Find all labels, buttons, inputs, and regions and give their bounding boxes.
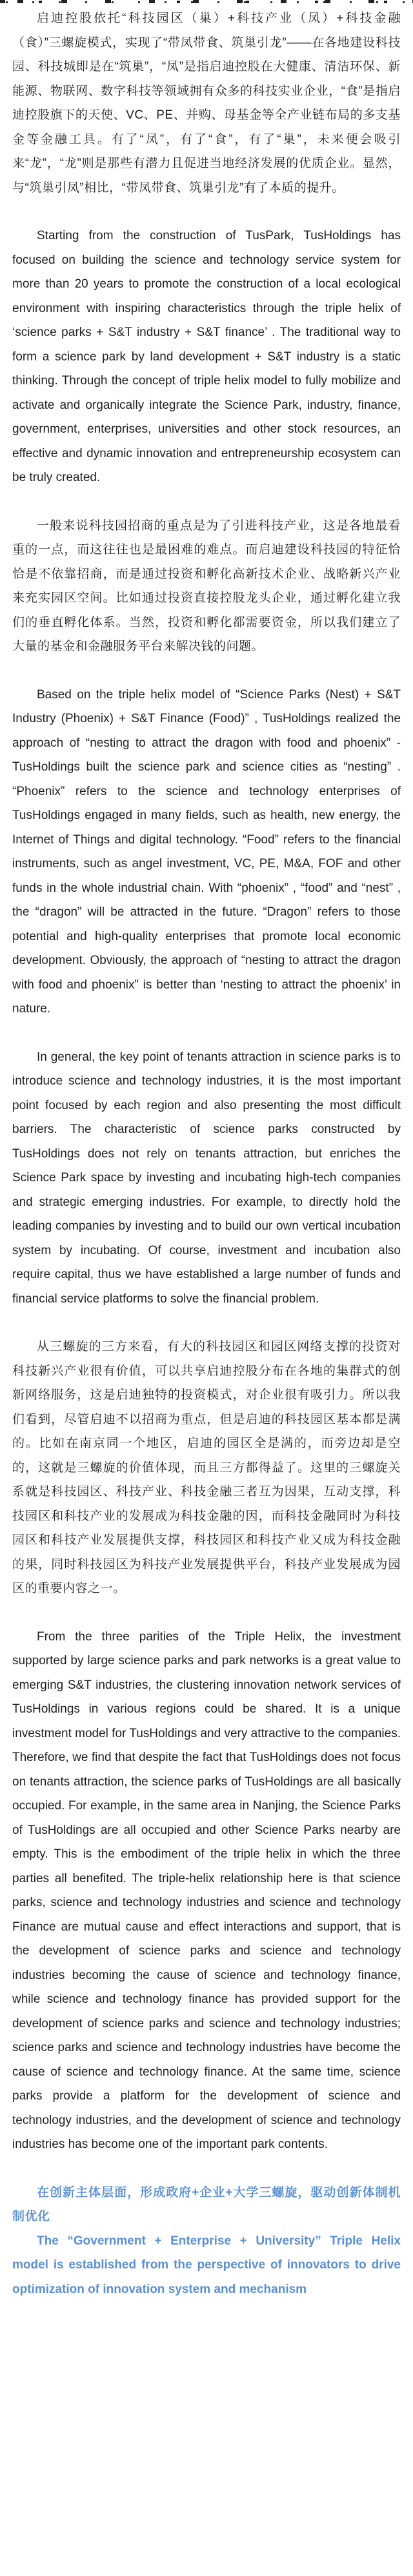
paragraph-zh-three-parties: 从三螺旋的三方来看，有大的科技园区和园区网络支撑的投资对科技新兴产业很有价值，可以共享启迪控股分布在各地的集群式的创新网络服务，这是启迪独特的投资模式，对企业很有吸引力。所以我们看到，尽管启迪不以招商为重点，但是启迪的科技园区基本都是满的。比如在南京同一个地区，启迪的园区全是满的，而旁边却是空的，这就是三螺旋的价值体现，而且三方都得益了。这里的三螺旋关系就是科技园区、科技产业、科技金融三者互为因果，互动支撑，科技园区和科技产业的发展成为科技金融的因，而科技金融同时为科技园区和科技产业发展提供支撑，科技园区和科技产业又成为科技金融的果，同时科技园区为科技产业发展提供平台，科技产业发展成为园区的重要内容之一。 xyxy=(12,1340,401,1595)
paragraph-zh-tenants-attraction: 一般来说科技园招商的重点是为了引进科技产业，这是各地最看重的一点，而这往往也是最困难的难点。而启迪建设科技园的特征恰恰是不依靠招商，而是通过投资和孵化高新技术企业、战略新兴产业来充实园区空间。比如通过投资直接控股龙头企业，通过孵化建立我们的垂直孵化体系。当然，投资和孵化都需要资金，所以我们建立了大量的基金和金融服务平台来解决钱的问题。 xyxy=(12,518,401,653)
paragraph-en-nest-phoenix-food: Based on the triple helix model of “Science Parks (Nest) + S&T Industry (Phoenix) + S&T Finance (Food)” , TusHoldings realized the approach of “nesting to attract the dragon with food and phoenix” -TusHoldings built the science park and science cities as “nesting” . “Phoenix” refers to the science and technology enterprises of TusHoldings engaged in many fields, such as health, new energy, the Internet of Things and digital technology. “Food” refers to the financial instruments, such as angel investment, VC, PE, M&A, FOF and other funds in the whole industrial chain. With “phoenix” , “food” and “nest” , the “dragon” will be attracted in the future. “Dragon” refers to those potential and high-quality enterprises that promote local economic development. Obviously, the approach of “nesting to attract the dragon with food and phoenix” is better than ‘nesting to attract the phoenix’ in nature. xyxy=(12,687,401,1016)
paragraph-en-triple-helix-benefits: From the three parities of the Triple Helix, the investment supported by large science parks and park networks is a great value to emerging S&T industries, the clustering innovation network services of TusHoldings in various regions could be shared. It is a unique investment model for TusHoldings and very attractive to the companies. Therefore, we find that despite the fact that TusHoldings does not focus on tenants attraction, the science parks of TusHoldings are all basically occupied. For example, in the same area in Nanjing, the Science Parks of TusHoldings are all occupied and other Science Parks nearby are empty. This is the embodiment of the triple helix in which the three parties all benefited. The triple-helix relationship here is that science parks, science and technology industries and science and technology Finance are mutual cause and effect interactions and support, that is the development of science parks and science and technology industries becoming the cause of science and technology finance, while science and technology finance has provided support for the development of science parks and science and technology industries; science parks and science and technology industries have become the cause of science and technology finance. At the same time, science parks provide a platform for the development of science and technology industries, and the development of science and technology industries has become one of the important park contents. xyxy=(12,1629,401,2151)
heading-government-enterprise-university: 在创新主体层面，形成政府+企业+大学三螺旋，驱动创新体制机制优化 xyxy=(12,2185,401,2223)
clipped-text-fragment xyxy=(0,0,413,4)
paragraph-zh-triple-helix-model: 启迪控股依托“科技园区（巢）+科技产业（凤）+科技金融（食）”三螺旋模式，实现了“带凤带食、筑巢引龙”——在各地建设科技园、科技城即是在“筑巢”，“凤”是指启迪控股在大健康、清洁环保、新能源、物联网、数字科技等领域拥有众多的科技实业企业，“食”是指启迪控股旗下的天使、VC、PE、并购、母基金等全产业链布局的多支基金等金融工具。有了“凤”，有了“食”，有了“巢”，未来便会吸引来“龙”，“龙”则是那些有潜力且促进当地经济发展的优质企业。显然，与“筑巢引凤”相比，“带凤带食、筑巢引龙”有了本质的提升。 xyxy=(12,12,401,195)
paragraph-en-government-enterprise-university: The “Government + Enterprise + University” Triple Helix model is established from the perspective of innovators to drive optimization of innovation system and mechanism xyxy=(12,2234,401,2296)
paragraph-en-tuspark-construction: Starting from the construction of TusPark, TusHoldings has focused on building the science and technology service system for more than 20 years to promote the construction of a local ecological environment with inspiring characteristics through the triple helix of ‘science parks + S&T industry + S&T finance’ . The traditional way to form a science park by land development + S&T industry is a static thinking. Through the concept of triple helix model to fully mobilize and activate and organically integrate the Science Park, industry, finance, government, enterprises, universities and other stock resources, an effective and dynamic innovation and entrepreneurship ecosystem can be truly created. xyxy=(12,229,401,484)
paragraph-en-incubation-investment: In general, the key point of tenants attraction in science parks is to introduce science and technology industries, it is the most important point focused by each region and also presenting the most difficult barriers. The characteristic of science parks constructed by TusHoldings does not rely on tenants attraction, but enriches the Science Park space by investing and incubating high-tech companies and strategic emerging industries. For example, to directly hold the leading companies by investing and to build our own vertical incubation system by incubating. Of course, investment and incubation also require capital, thus we have established a large number of funds and financial service platforms to solve the financial problem. xyxy=(12,1050,401,1306)
